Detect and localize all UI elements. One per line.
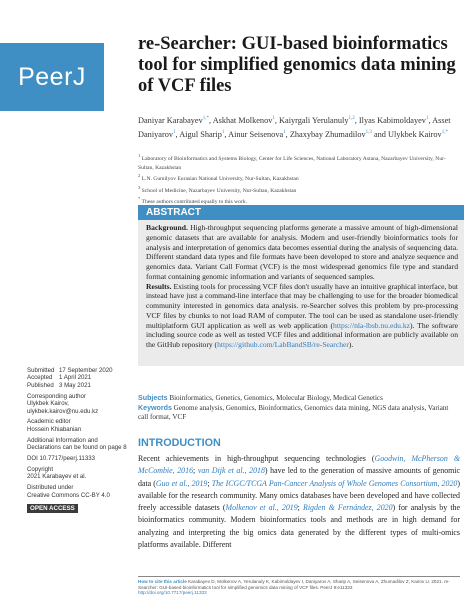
article-title: re-Searcher: GUI-based bioinformatics tool for simplified genomics data mining of VCF files [138, 34, 456, 96]
author-affiliation-marker: 1 [272, 116, 275, 121]
citation-link[interactable]: Goodwin, McPherson & McCombie, 2016 [138, 454, 460, 476]
abstract-background: Background. High-throughput sequencing platforms generate a massive amount of high-dimensional genomic datasets that are available for analysis. Modern and user-friendly bioinformatics tools for analysis and interpretation of genomics data becomes essential during the analysis of sequencing data. Different standard data types and file formats have been developed to store and analyze sequence and genomics data. Variant Call Format (VCF) is the most widespread genomics file type and standard format containing genomic information and variants of sequenced samples. [146, 223, 458, 281]
abstract-results: Results. Existing tools for processing VCF files don't usually have an intuitive graphical interface, but instead have just a command-line interface that may be challenging to use for the broader biomedical community interested in genomics data analysis. re-Searcher solves this problem by pre-processing VCF files by chunks to not load RAM of computer. The tool can be used as standalone user-friendly multiplatform GUI application as well as web application (https://nla-lbsb.nu.edu.kz). The software including source code as well as tested VCF files and additional information are publicly available on the GitHub repository (https://github.com/LabBandSB/re-Searcher). [146, 281, 458, 349]
affiliation: $^2$ L.N. Gumilyov Eurasian National University, Nur-Sultan, Kazakhstan [138, 173, 299, 183]
citation-link[interactable]: Molkenov et al., 2019 [225, 503, 298, 513]
affiliation: $^3$ School of Medicine, Nazarbayev University, Nur-Sultan, Kazakhstan [138, 184, 297, 194]
introduction-heading: INTRODUCTION [138, 437, 221, 449]
keywords-line: Keywords Genome analysis, Genomics, Bioinformatics, Genomics data mining, NGS data analysis, Variant call format, VCF [138, 403, 449, 421]
doi[interactable]: DOI 10.7717/peerj.11333 [27, 455, 95, 463]
author-name: Askhat Molkenov [212, 115, 273, 125]
author-name: Daniyar Karabayev [138, 115, 203, 125]
copyright: Copyright 2021 Karabayev et al. [27, 465, 87, 481]
subjects-keywords [138, 394, 458, 423]
author-name: Kaiyrgali Yerulanuly [279, 115, 349, 125]
web-app-link[interactable]: https://nla-lbsb.nu.edu.kz [333, 320, 411, 330]
github-link[interactable]: https://github.com/LabBandSB/re-Searcher [217, 340, 349, 349]
author-affiliation-marker: 1,2 [348, 116, 355, 121]
footer-divider [138, 576, 460, 577]
dates: Submitted 17 September 2020 Accepted 1 April 2021 Published 3 May 2021 [27, 367, 113, 389]
license: Distributed under Creative Commons CC-BY 4.0 [27, 484, 131, 499]
corresponding-author: Corresponding author Ulykbek Kairov, ulykbek.kairov@nu.edu.kz [27, 393, 131, 415]
doi-link[interactable]: http://doi.org/10.7717/peerj.11333 [138, 590, 207, 596]
author-name: Ainur Seisenova [228, 129, 284, 139]
author-affiliation-marker: 1 [173, 130, 176, 136]
citation-link[interactable]: Rigden & Fernández, 2020 [303, 503, 393, 513]
open-access-badge: OPEN ACCESS [27, 504, 78, 513]
subjects-line: Subjects Bioinformatics, Genetics, Genomics, Molecular Biology, Medical Genetics [138, 394, 383, 402]
affiliation-list [138, 152, 458, 207]
citation-link[interactable]: The ICGC/TCGA Pan-Cancer Analysis of Whole Genomes Consortium, 2020 [211, 478, 458, 488]
introduction-body: Recent achievements in high-throughput sequencing technologies (Goodwin, McPherson & McCombie, 2016; van Dijk et al., 2018) have led to the generation of massive amounts of genomic data (Guo et al., 2019; The ICGC/TCGA Pan-Cancer Analysis of Whole Genomes Consortium, 2020) available for the research community. Many omics databases have been developed and have collected freely accessible datasets (Molkenov et al., 2019; Rigden & Fernández, 2020) for analysis by the bioinformatics community. Modern bioinformatics tools and methods are in high demand for analyzing and interpreting the big omics data generated by the different types of multi-omics platforms available. Different [138, 454, 460, 550]
article-info-sidebar [27, 367, 131, 513]
author-list: Daniyar Karabayev$^{1,*}$, Askhat Molkenov$^1$, Kaiyrgali Yerulanuly$^{1,2}$, Ilyas Kabimoldayev$^1$, Asset Daniyarov$^1$, Aigul Sharip$^1$, Ainur Seisenova$^1$, Zhaxybay Zhumadilov$^{1,3}$ and Ulykbek Kairov$^{1,*}$ [138, 115, 451, 139]
citation-link[interactable]: Guo et al., 2019 [155, 478, 208, 488]
academic-editor: Academic editor Hossein Khiabanian [27, 418, 82, 433]
publisher-logo [0, 43, 104, 111]
author-name: Ilyas Kabimoldayev [358, 115, 426, 125]
author-name: Aigul Sharip [179, 129, 222, 139]
citation-link[interactable]: van Dijk et al., 2018 [197, 466, 265, 476]
affiliation: $^1$ Laboratory of Bioinformatics and Systems Biology, Center for Life Sciences, National Laboratory Astana, Nazarbayev University, Nur-Sultan, Kazakhstan [138, 153, 446, 171]
author-name: Asset Daniyarov [138, 115, 451, 139]
logo-text: PeerJ [18, 62, 86, 91]
abstract-heading: ABSTRACT [138, 205, 464, 220]
author-affiliation-marker: 1,* [441, 130, 448, 136]
citation-footer: How to cite this article Karabayev D, Molkenov A, Yerulanuly K, Kabimoldayev I, Daniyarov A, Sharip A, Seisenova A, Zhumadilov Z, Kairov U. 2021. re-Searcher: GUI-based bioinformatics tool for simplified genomics data mining of VCF files. PeerJ 9:e11333 http://doi.org/10.7717/peerj.11333 [138, 579, 450, 596]
affiliation: * These authors contributed equally to this work. [138, 196, 248, 206]
author-affiliation-marker: 1,* [202, 116, 209, 121]
author-affiliation-marker: 1 [221, 130, 225, 136]
abstract-body [138, 220, 464, 366]
additional-information: Additional Information and Declarations can be found on page 8 [27, 436, 127, 452]
author-name: Ulykbek Kairov [388, 129, 442, 139]
corresponding-email[interactable]: ulykbek.kairov@nu.edu.kz [27, 407, 99, 415]
author-name: Zhaxybay Zhumadilov [289, 129, 366, 139]
author-affiliation-marker: 1,3 [365, 130, 372, 136]
author-affiliation-marker: 1 [425, 116, 429, 121]
license-link[interactable]: Creative Commons CC-BY 4.0 [27, 491, 110, 499]
author-affiliation-marker: 1 [283, 130, 286, 136]
